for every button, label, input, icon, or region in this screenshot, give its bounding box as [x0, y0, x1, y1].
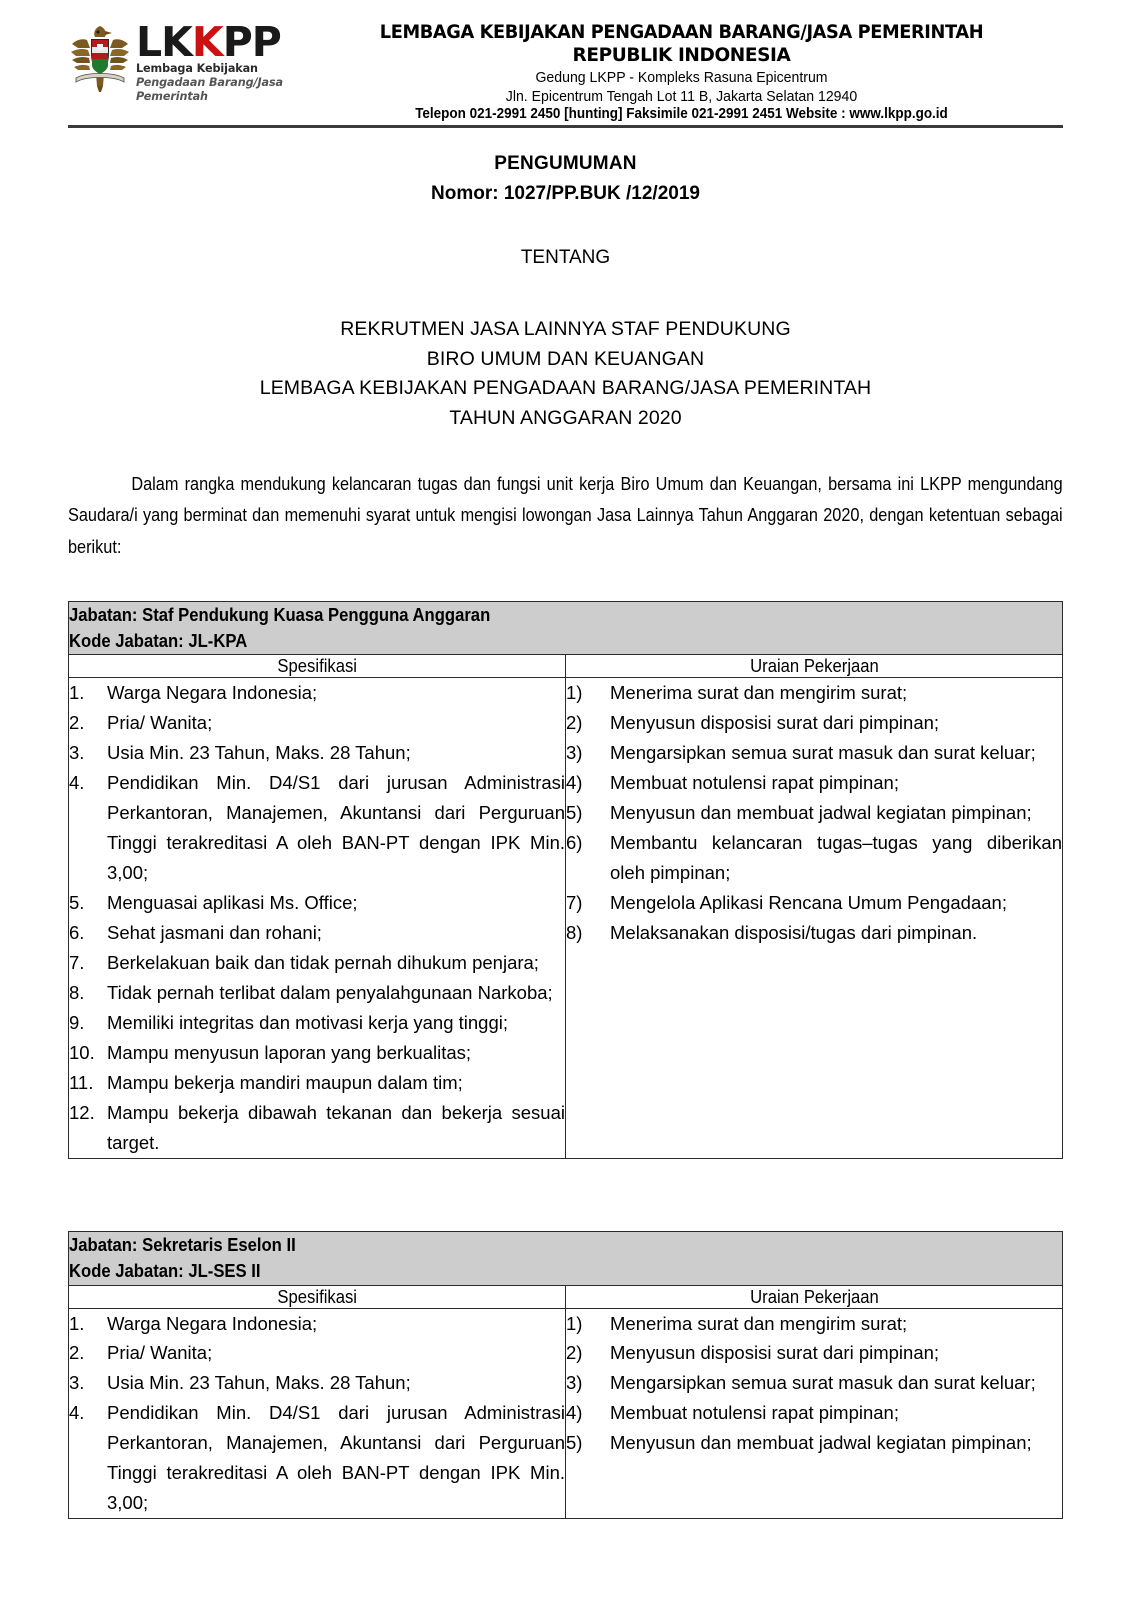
list-item-text: Menerima surat dan mengirim surat; [610, 682, 908, 704]
list-item [69, 738, 565, 768]
list-item-number: 12. [69, 1102, 95, 1124]
job-header-cell [69, 601, 1063, 655]
lkpp-logo [68, 18, 300, 104]
list-item [69, 1368, 565, 1398]
subject-line-1: REKRUTMEN JASA LAINNYA STAF PENDUKUNG [340, 318, 791, 340]
list-item-text: Pria/ Wanita; [107, 712, 213, 734]
list-item [69, 978, 565, 1008]
list-item-text: Menyusun disposisi surat dari pimpinan; [610, 712, 940, 734]
org-address-line-3: Telepon 021-2991 2450 [hunting] Faksimile 021-2991 2451 Website : www.lkpp.go.id [415, 106, 948, 123]
list-item-text: Mengelola Aplikasi Rencana Umum Pengadaan; [610, 892, 1007, 914]
list-item-number: 11. [69, 1072, 94, 1094]
list-item [566, 1338, 1062, 1368]
list-item-text: Menyusun dan membuat jadwal kegiatan pimpinan; [610, 802, 1032, 824]
list-item-text: Pria/ Wanita; [107, 1342, 213, 1364]
list-item-text: Usia Min. 23 Tahun, Maks. 28 Tahun; [107, 1372, 411, 1394]
subject-line-3: LEMBAGA KEBIJAKAN PENGADAAN BARANG/JASA PEMERINTAH [259, 377, 872, 400]
list-item-text: Pendidikan Min. D4/S1 dari jurusan Administrasi Perkantoran, Manajemen, Akuntansi dari Perguruan Tinggi terakreditasi A oleh BAN-PT dengan IPK Min. 3,00; [107, 1402, 565, 1514]
column-header-spesifikasi [69, 655, 566, 678]
list-item [566, 1309, 1062, 1339]
list-item-number: 2) [566, 712, 583, 734]
list-item-text: Membuat notulensi rapat pimpinan; [610, 1402, 899, 1424]
list-item [69, 1309, 565, 1339]
list-item-number: 10. [69, 1042, 95, 1064]
column-header-uraian [566, 1285, 1063, 1308]
list-item-text: Warga Negara Indonesia; [107, 682, 318, 704]
subject-block [68, 315, 1063, 434]
list-item-number: 5) [566, 1432, 583, 1454]
spesifikasi-cell [69, 1308, 566, 1519]
lkpp-acronym-lk: LK [136, 18, 192, 66]
column-header-spesifikasi [69, 1285, 566, 1308]
list-item-number: 3) [566, 1372, 583, 1394]
list-item [566, 708, 1062, 738]
org-name-line-1: LEMBAGA KEBIJAKAN PENGADAAN BARANG/JASA PEMERINTAH [379, 22, 984, 43]
job-title: Jabatan: Sekretaris Eselon II [69, 1233, 296, 1255]
document-number: Nomor: 1027/PP.BUK /12/2019 [431, 183, 700, 204]
list-item-text: Pendidikan Min. D4/S1 dari jurusan Administrasi Perkantoran, Manajemen, Akuntansi dari Perguruan Tinggi terakreditasi A oleh BAN-PT dengan IPK Min. 3,00; [107, 772, 565, 884]
column-header-spesifikasi-label: Spesifikasi [277, 1285, 357, 1307]
list-item-number: 4) [566, 772, 583, 794]
lkpp-tagline-line-2: Pengadaan Barang/Jasa Pemerintah [136, 75, 283, 103]
list-item-text: Membuat notulensi rapat pimpinan; [610, 772, 899, 794]
job-table-ses2 [68, 1231, 1063, 1519]
list-item-text: Mampu bekerja mandiri maupun dalam tim; [107, 1072, 463, 1094]
list-item-text: Warga Negara Indonesia; [107, 1312, 318, 1334]
list-item-number: 2) [566, 1342, 583, 1364]
letterhead-divider [68, 125, 1063, 128]
job-title: Jabatan: Staf Pendukung Kuasa Pengguna Anggaran [69, 603, 491, 625]
list-item-number: 8. [69, 982, 85, 1004]
list-item [566, 768, 1062, 798]
list-item [69, 708, 565, 738]
list-item-text: Tidak pernah terlibat dalam penyalahgunaan Narkoba; [107, 982, 553, 1004]
list-item [566, 798, 1062, 828]
list-item [69, 1068, 565, 1098]
list-item-number: 7. [69, 952, 85, 974]
org-name-line-2: REPUBLIK INDONESIA [572, 44, 791, 66]
list-item [69, 678, 565, 708]
organization-heading [300, 18, 1063, 124]
list-item [69, 768, 565, 888]
job-code: Kode Jabatan: JL-KPA [69, 630, 248, 652]
list-item-number: 1. [69, 682, 85, 704]
list-item-number: 4) [566, 1402, 583, 1424]
list-item-text: Memiliki integritas dan motivasi kerja yang tinggi; [107, 1012, 509, 1034]
list-item [69, 1038, 565, 1068]
org-address-line-1: Gedung LKPP - Kompleks Rasuna Epicentrum [535, 69, 828, 87]
list-item-number: 1) [566, 682, 583, 704]
uraian-cell [566, 678, 1063, 1159]
table-row [69, 655, 1063, 678]
list-item [566, 1428, 1062, 1458]
list-item-number: 9. [69, 1012, 85, 1034]
list-item-number: 3) [566, 742, 583, 764]
column-header-uraian-label: Uraian Pekerjaan [749, 655, 879, 677]
list-item-number: 4. [69, 1402, 85, 1424]
list-item-text: Berkelakuan baik dan tidak pernah dihukum penjara; [107, 952, 539, 974]
uraian-list [566, 678, 1062, 948]
list-item-text: Melaksanakan disposisi/tugas dari pimpinan. [610, 922, 978, 944]
spesifikasi-list [69, 678, 565, 1158]
job-table-1-wrapper [68, 601, 1063, 1159]
job-header-cell [69, 1231, 1063, 1285]
lkpp-acronym-k: K [191, 18, 223, 66]
list-item-text: Mampu bekerja dibawah tekanan dan bekerja sesuai target. [107, 1102, 565, 1153]
list-item-text: Menyusun dan membuat jadwal kegiatan pimpinan; [610, 1432, 1032, 1454]
about-label: TENTANG [520, 247, 611, 268]
list-item [566, 1368, 1062, 1398]
list-item [69, 888, 565, 918]
table-row [69, 1231, 1063, 1285]
table-row [69, 601, 1063, 655]
table-row [69, 678, 1063, 1159]
subject-line-4: TAHUN ANGGARAN 2020 [449, 406, 682, 429]
list-item-number: 6) [566, 832, 583, 854]
list-item-number: 5. [69, 892, 85, 914]
list-item-text: Menerima surat dan mengirim surat; [610, 1312, 908, 1334]
lkpp-acronym [136, 18, 300, 66]
list-item-text: Menguasai aplikasi Ms. Office; [107, 892, 358, 914]
list-item [566, 918, 1062, 948]
list-item-number: 6. [69, 922, 85, 944]
list-item [566, 888, 1062, 918]
list-item-number: 4. [69, 772, 85, 794]
list-item [69, 948, 565, 978]
table-row [69, 1285, 1063, 1308]
spesifikasi-cell [69, 678, 566, 1159]
intro-paragraph: Dalam rangka mendukung kelancaran tugas dan fungsi unit kerja Biro Umum dan Keuangan, bersama ini LKPP mengundang Saudara/i yang berminat dan memenuhi syarat untuk mengisi lowongan Jasa Lainnya Tahun Anggaran 2020, dengan ketentuan sebagai berikut: [68, 472, 1063, 558]
garuda-emblem-icon [68, 22, 132, 94]
list-item [69, 1008, 565, 1038]
list-item [566, 678, 1062, 708]
page-title: PENGUMUMAN [494, 153, 637, 174]
org-address-line-2: Jln. Epicentrum Tengah Lot 11 B, Jakarta Selatan 12940 [505, 87, 858, 105]
list-item [69, 1338, 565, 1368]
job-table-kpa [68, 601, 1063, 1159]
list-item-number: 2. [69, 1342, 85, 1364]
list-item-number: 3. [69, 742, 85, 764]
list-item-number: 3. [69, 1372, 85, 1394]
job-code: Kode Jabatan: JL-SES II [69, 1260, 261, 1282]
column-header-spesifikasi-label: Spesifikasi [277, 655, 357, 677]
list-item-text: Sehat jasmani dan rohani; [107, 922, 322, 944]
list-item [69, 918, 565, 948]
table-row [69, 1308, 1063, 1519]
list-item-number: 7) [566, 892, 583, 914]
list-item [566, 738, 1062, 768]
lkpp-tagline-line-1: Lembaga Kebijakan [136, 61, 258, 75]
column-header-uraian-label: Uraian Pekerjaan [749, 1285, 879, 1307]
list-item [566, 1398, 1062, 1428]
list-item-number: 8) [566, 922, 583, 944]
lkpp-acronym-pp: PP [222, 18, 281, 66]
list-item-text: Menyusun disposisi surat dari pimpinan; [610, 1342, 940, 1364]
list-item-text: Mampu menyusun laporan yang berkualitas; [107, 1042, 472, 1064]
spesifikasi-list [69, 1309, 565, 1519]
subject-line-2: BIRO UMUM DAN KEUANGAN [426, 347, 705, 370]
letterhead [68, 0, 1063, 123]
list-item-text: Usia Min. 23 Tahun, Maks. 28 Tahun; [107, 742, 411, 764]
uraian-list [566, 1309, 1062, 1459]
list-item-text: Membantu kelancaran tugas–tugas yang diberikan oleh pimpinan; [610, 832, 1062, 884]
list-item-text: Mengarsipkan semua surat masuk dan surat keluar; [610, 1372, 1036, 1394]
list-item-number: 5) [566, 802, 583, 824]
job-table-2-wrapper [68, 1231, 1063, 1519]
list-item [69, 1398, 565, 1518]
list-item-number: 2. [69, 712, 85, 734]
list-item-number: 1) [566, 1312, 583, 1334]
uraian-cell [566, 1308, 1063, 1519]
announcement-title-block [68, 153, 1063, 434]
list-item [69, 1098, 565, 1158]
column-header-uraian [566, 655, 1063, 678]
list-item-number: 1. [69, 1312, 85, 1334]
list-item [566, 828, 1062, 888]
list-item-text: Mengarsipkan semua surat masuk dan surat keluar; [610, 742, 1036, 764]
